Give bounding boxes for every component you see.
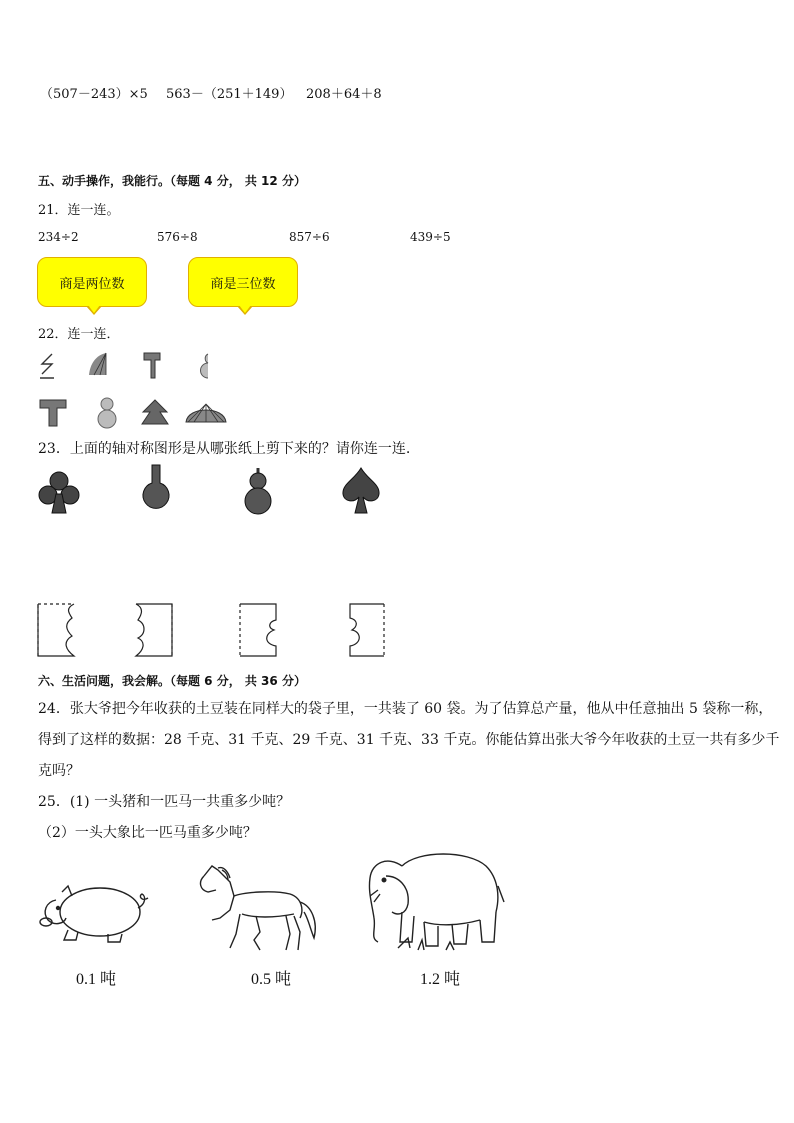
full-umbrella-shape[interactable]: [184, 398, 228, 426]
paper-piece-3[interactable]: [238, 602, 280, 658]
half-shape-zigzag[interactable]: [38, 352, 58, 380]
bubble-three-digit-label: 商是三位数: [210, 276, 276, 292]
expression-2: 563－（251＋149）: [166, 87, 293, 102]
half-snowman-shape[interactable]: [196, 350, 212, 380]
q21-label: 21．连一连。: [38, 203, 120, 218]
full-snowman-shape[interactable]: [95, 396, 119, 430]
q23-label: 23．上面的轴对称图形是从哪张纸上剪下来的？请你连一连.: [38, 441, 411, 457]
paper-piece-1[interactable]: [36, 602, 78, 658]
division-1: 234÷2: [38, 230, 79, 244]
elephant-illustration: [358, 846, 508, 956]
elephant-weight: 1.2 吨: [420, 971, 461, 988]
expression-1: （507－243）×5: [40, 87, 148, 102]
q24-line3: 克吗？: [38, 763, 80, 779]
spade-shape[interactable]: [340, 466, 382, 516]
half-hat-shape[interactable]: [142, 350, 164, 380]
q24-line2: 得到了这样的数据：28 千克、31 千克、29 千克、31 千克、33 千克。你能估算出张大爷今年收获的土豆一共有多少千: [38, 732, 780, 748]
expression-3: 208＋64＋8: [306, 87, 382, 102]
division-4: 439÷5: [410, 230, 451, 244]
gourd-shape[interactable]: [242, 467, 274, 517]
q24-line1: 24．张大爷把今年收获的土豆装在同样大的袋子里，一共装了 60 袋。为了估算总产量，他从中任意抽出 5 袋称一称，: [38, 701, 773, 717]
half-umbrella-shape[interactable]: [86, 350, 112, 380]
q22-label: 22．连一连．: [38, 327, 120, 342]
club-shape[interactable]: [36, 470, 82, 516]
full-hat-shape[interactable]: [38, 396, 68, 428]
paper-piece-4[interactable]: [346, 602, 388, 658]
q25-part1: 25．(1) 一头猪和一匹马一共重多少吨？: [38, 794, 291, 810]
bubble-three-digit[interactable]: [188, 257, 298, 307]
pig-weight: 0.1 吨: [76, 971, 117, 988]
section6-title: 六、生活问题，我会解。（每题 6 分， 共 36 分）: [38, 674, 306, 688]
bottle-shape[interactable]: [140, 463, 172, 517]
division-2: 576÷8: [157, 230, 198, 244]
section5-title: 五、动手操作，我能行。（每题 4 分， 共 12 分）: [38, 174, 306, 188]
horse-weight: 0.5 吨: [251, 971, 292, 988]
bubble-two-digit-label: 商是两位数: [59, 276, 125, 292]
horse-illustration: [194, 862, 322, 954]
pig-illustration: [38, 872, 150, 946]
bubble-two-digit[interactable]: [37, 257, 147, 307]
paper-piece-2[interactable]: [132, 602, 174, 658]
q25-part2: （2）一头大象比一匹马重多少吨？: [38, 825, 257, 841]
full-tree-shape[interactable]: [140, 398, 170, 428]
division-3: 857÷6: [289, 230, 330, 244]
